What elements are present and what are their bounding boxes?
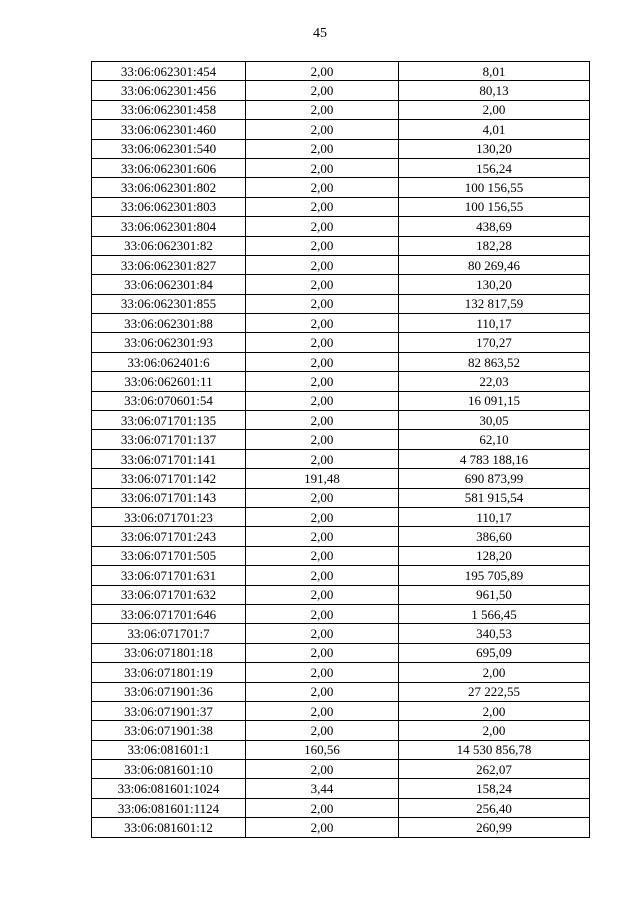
table-row [92,798,590,817]
cadastral-number-cell: 33:06:071701:631 [92,566,246,585]
value-cell: 100 156,55 [399,197,590,216]
cadastral-number-cell: 33:06:062301:460 [92,120,246,139]
table-row [92,604,590,623]
cadastral-number-cell: 33:06:071701:632 [92,585,246,604]
value-cell: 156,24 [399,158,590,177]
cadastral-number-cell: 33:06:081601:1124 [92,798,246,817]
cadastral-number-cell: 33:06:071701:142 [92,469,246,488]
area-cell: 2,00 [246,818,399,837]
area-cell: 2,00 [246,100,399,119]
value-cell: 961,50 [399,585,590,604]
area-cell: 2,00 [246,663,399,682]
table-row [92,566,590,585]
table-row [92,333,590,352]
value-cell: 170,27 [399,333,590,352]
value-cell: 128,20 [399,546,590,565]
area-cell: 2,00 [246,449,399,468]
area-cell: 2,00 [246,352,399,371]
area-cell: 2,00 [246,760,399,779]
cadastral-number-cell: 33:06:071901:37 [92,701,246,720]
table-row [92,760,590,779]
value-cell: 22,03 [399,372,590,391]
value-cell: 16 091,15 [399,391,590,410]
area-cell: 2,00 [246,507,399,526]
value-cell: 581 915,54 [399,488,590,507]
value-cell: 110,17 [399,507,590,526]
area-cell: 2,00 [246,411,399,430]
table-row [92,682,590,701]
table-row [92,391,590,410]
value-cell: 260,99 [399,818,590,837]
cadastral-number-cell: 33:06:071801:19 [92,663,246,682]
table-row [92,469,590,488]
value-cell: 690 873,99 [399,469,590,488]
cadastral-number-cell: 33:06:062301:84 [92,275,246,294]
table-row [92,779,590,798]
area-cell: 2,00 [246,701,399,720]
cadastral-number-cell: 33:06:062301:802 [92,178,246,197]
value-cell: 2,00 [399,663,590,682]
table-row [92,236,590,255]
cadastral-number-cell: 33:06:071901:38 [92,721,246,740]
table-row [92,411,590,430]
value-cell: 438,69 [399,217,590,236]
table-row [92,663,590,682]
cadastral-number-cell: 33:06:071701:23 [92,507,246,526]
area-cell: 2,00 [246,197,399,216]
value-cell: 182,28 [399,236,590,255]
value-cell: 14 530 856,78 [399,740,590,759]
value-cell: 130,20 [399,275,590,294]
table-row [92,701,590,720]
table-row [92,197,590,216]
area-cell: 2,00 [246,139,399,158]
page-number: 45 [313,26,327,41]
value-cell: 30,05 [399,411,590,430]
area-cell: 2,00 [246,527,399,546]
value-cell: 132 817,59 [399,294,590,313]
table-row [92,527,590,546]
area-cell: 2,00 [246,236,399,255]
area-cell: 2,00 [246,430,399,449]
table-row [92,255,590,274]
area-cell: 2,00 [246,217,399,236]
table-row [92,352,590,371]
area-cell: 2,00 [246,372,399,391]
cadastral-number-cell: 33:06:071701:137 [92,430,246,449]
data-table [91,61,590,838]
value-cell: 80,13 [399,81,590,100]
cadastral-number-cell: 33:06:071701:141 [92,449,246,468]
cadastral-number-cell: 33:06:081601:10 [92,760,246,779]
table-row [92,546,590,565]
area-cell: 2,00 [246,275,399,294]
table-row [92,314,590,333]
area-cell: 2,00 [246,314,399,333]
cadastral-number-cell: 33:06:071701:646 [92,604,246,623]
cadastral-number-cell: 33:06:071701:243 [92,527,246,546]
cadastral-number-cell: 33:06:062401:6 [92,352,246,371]
cadastral-number-cell: 33:06:062301:606 [92,158,246,177]
value-cell: 1 566,45 [399,604,590,623]
cadastral-number-cell: 33:06:062301:93 [92,333,246,352]
table-row [92,62,590,81]
area-cell: 2,00 [246,158,399,177]
cadastral-number-cell: 33:06:071701:135 [92,411,246,430]
value-cell: 130,20 [399,139,590,158]
value-cell: 262,07 [399,760,590,779]
table-row [92,100,590,119]
value-cell: 386,60 [399,527,590,546]
table-row [92,740,590,759]
value-cell: 100 156,55 [399,178,590,197]
cadastral-number-cell: 33:06:071901:36 [92,682,246,701]
table-row [92,643,590,662]
area-cell: 2,00 [246,682,399,701]
area-cell: 191,48 [246,469,399,488]
table-row [92,372,590,391]
cadastral-number-cell: 33:06:062301:803 [92,197,246,216]
area-cell: 2,00 [246,120,399,139]
table-row [92,624,590,643]
cadastral-number-cell: 33:06:062301:88 [92,314,246,333]
value-cell: 27 222,55 [399,682,590,701]
area-cell: 2,00 [246,255,399,274]
area-cell: 2,00 [246,721,399,740]
value-cell: 4 783 188,16 [399,449,590,468]
area-cell: 2,00 [246,488,399,507]
cadastral-number-cell: 33:06:081601:1 [92,740,246,759]
area-cell: 3,44 [246,779,399,798]
area-cell: 2,00 [246,798,399,817]
value-cell: 2,00 [399,721,590,740]
cadastral-number-cell: 33:06:062301:804 [92,217,246,236]
area-cell: 2,00 [246,624,399,643]
table-row [92,721,590,740]
value-cell: 110,17 [399,314,590,333]
value-cell: 82 863,52 [399,352,590,371]
area-cell: 2,00 [246,333,399,352]
cadastral-number-cell: 33:06:081601:12 [92,818,246,837]
area-cell: 2,00 [246,643,399,662]
table-row [92,818,590,837]
area-cell: 160,56 [246,740,399,759]
table-row [92,585,590,604]
cadastral-number-cell: 33:06:062301:827 [92,255,246,274]
value-cell: 4,01 [399,120,590,139]
value-cell: 695,09 [399,643,590,662]
value-cell: 62,10 [399,430,590,449]
cadastral-number-cell: 33:06:062301:458 [92,100,246,119]
cadastral-number-cell: 33:06:071701:7 [92,624,246,643]
value-cell: 340,53 [399,624,590,643]
table-row [92,430,590,449]
table-row [92,158,590,177]
table-row [92,178,590,197]
value-cell: 8,01 [399,62,590,81]
value-cell: 256,40 [399,798,590,817]
table-row [92,139,590,158]
cadastral-number-cell: 33:06:062301:82 [92,236,246,255]
table-row [92,81,590,100]
area-cell: 2,00 [246,62,399,81]
area-cell: 2,00 [246,178,399,197]
cadastral-number-cell: 33:06:062301:454 [92,62,246,81]
cadastral-number-cell: 33:06:062301:855 [92,294,246,313]
area-cell: 2,00 [246,566,399,585]
cadastral-number-cell: 33:06:062601:11 [92,372,246,391]
area-cell: 2,00 [246,391,399,410]
cadastral-number-cell: 33:06:071801:18 [92,643,246,662]
area-cell: 2,00 [246,546,399,565]
table-row [92,449,590,468]
value-cell: 195 705,89 [399,566,590,585]
area-cell: 2,00 [246,294,399,313]
table-row [92,507,590,526]
table-row [92,294,590,313]
cadastral-number-cell: 33:06:081601:1024 [92,779,246,798]
cadastral-number-cell: 33:06:071701:143 [92,488,246,507]
table-row [92,217,590,236]
cadastral-number-cell: 33:06:070601:54 [92,391,246,410]
area-cell: 2,00 [246,604,399,623]
cadastral-number-cell: 33:06:071701:505 [92,546,246,565]
area-cell: 2,00 [246,585,399,604]
value-cell: 2,00 [399,701,590,720]
table-row [92,120,590,139]
table-row [92,488,590,507]
area-cell: 2,00 [246,81,399,100]
value-cell: 2,00 [399,100,590,119]
table-row [92,275,590,294]
cadastral-number-cell: 33:06:062301:540 [92,139,246,158]
table-body [92,62,590,838]
value-cell: 158,24 [399,779,590,798]
cadastral-number-cell: 33:06:062301:456 [92,81,246,100]
value-cell: 80 269,46 [399,255,590,274]
